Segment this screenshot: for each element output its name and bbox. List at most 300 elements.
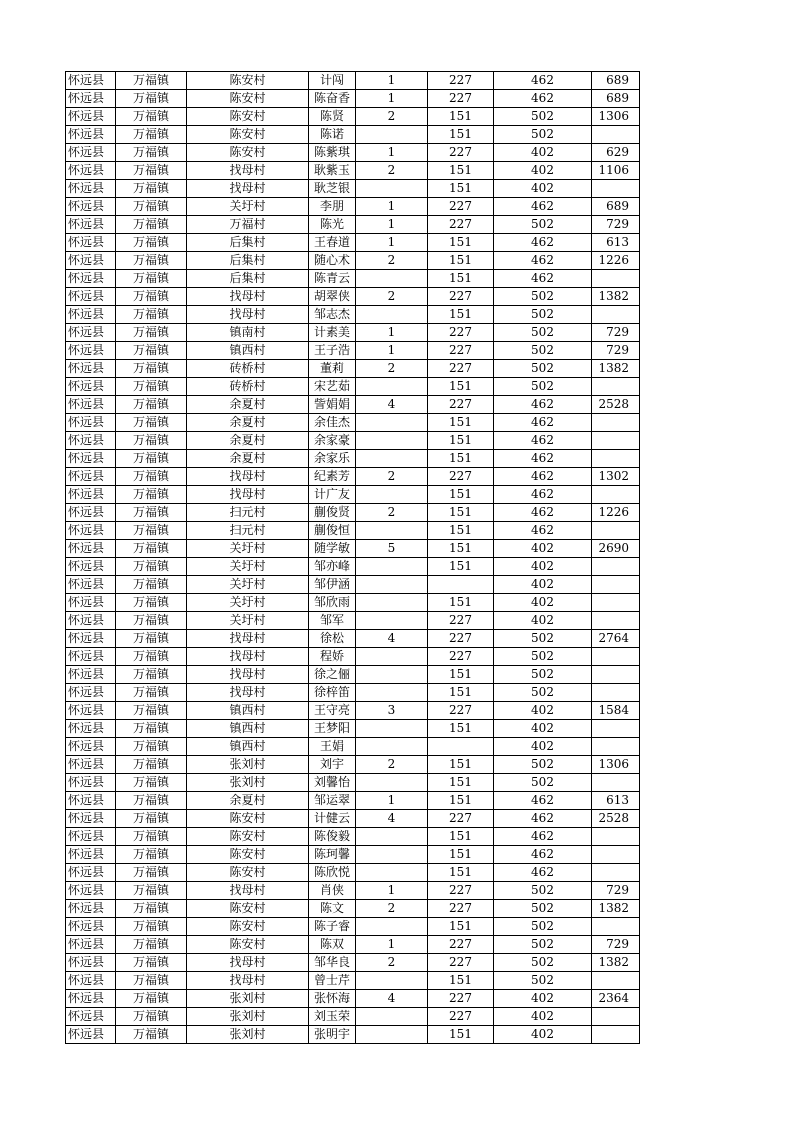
count-cell: [356, 558, 428, 576]
town-cell: 万福镇: [116, 630, 187, 648]
table-row: [66, 144, 640, 162]
town-cell: 万福镇: [116, 558, 187, 576]
v2-cell: 502: [494, 684, 592, 702]
table-row: [66, 180, 640, 198]
table-row: [66, 108, 640, 126]
village-cell: 余夏村: [187, 450, 309, 468]
v1-cell: 151: [428, 522, 494, 540]
total-cell: [592, 180, 640, 198]
county-cell: 怀远县: [66, 558, 116, 576]
village-cell: 砖桥村: [187, 378, 309, 396]
count-cell: 1: [356, 324, 428, 342]
county-cell: 怀远县: [66, 252, 116, 270]
name-cell: 随心术: [309, 252, 356, 270]
total-cell: 689: [592, 72, 640, 90]
county-cell: 怀远县: [66, 180, 116, 198]
village-cell: 陈安村: [187, 810, 309, 828]
name-cell: 刘玉荣: [309, 1008, 356, 1026]
town-cell: 万福镇: [116, 288, 187, 306]
v1-cell: 151: [428, 540, 494, 558]
v1-cell: 151: [428, 432, 494, 450]
county-cell: 怀远县: [66, 270, 116, 288]
count-cell: [356, 864, 428, 882]
count-cell: [356, 684, 428, 702]
county-cell: 怀远县: [66, 990, 116, 1008]
v1-cell: 151: [428, 306, 494, 324]
v1-cell: [428, 738, 494, 756]
count-cell: 3: [356, 702, 428, 720]
v1-cell: 151: [428, 1026, 494, 1044]
count-cell: 1: [356, 234, 428, 252]
village-cell: 找母村: [187, 486, 309, 504]
village-cell: 余夏村: [187, 396, 309, 414]
v1-cell: 151: [428, 594, 494, 612]
table-row: [66, 558, 640, 576]
table-row: [66, 252, 640, 270]
county-cell: 怀远县: [66, 594, 116, 612]
name-cell: 程娇: [309, 648, 356, 666]
count-cell: 2: [356, 900, 428, 918]
village-cell: 关圩村: [187, 558, 309, 576]
county-cell: 怀远县: [66, 72, 116, 90]
county-cell: 怀远县: [66, 756, 116, 774]
table-row: [66, 342, 640, 360]
total-cell: [592, 126, 640, 144]
county-cell: 怀远县: [66, 360, 116, 378]
total-cell: [592, 738, 640, 756]
name-cell: 计素美: [309, 324, 356, 342]
county-cell: 怀远县: [66, 918, 116, 936]
county-cell: 怀远县: [66, 702, 116, 720]
town-cell: 万福镇: [116, 702, 187, 720]
total-cell: [592, 648, 640, 666]
v2-cell: 502: [494, 630, 592, 648]
v2-cell: 462: [494, 846, 592, 864]
count-cell: [356, 846, 428, 864]
count-cell: 2: [356, 288, 428, 306]
village-cell: 找母村: [187, 468, 309, 486]
name-cell: 耿芝银: [309, 180, 356, 198]
name-cell: 纪素芳: [309, 468, 356, 486]
v2-cell: 502: [494, 900, 592, 918]
count-cell: 4: [356, 810, 428, 828]
county-cell: 怀远县: [66, 504, 116, 522]
count-cell: [356, 378, 428, 396]
name-cell: 陈珂馨: [309, 846, 356, 864]
total-cell: 1382: [592, 954, 640, 972]
village-cell: 找母村: [187, 666, 309, 684]
count-cell: 2: [356, 954, 428, 972]
town-cell: 万福镇: [116, 234, 187, 252]
count-cell: [356, 972, 428, 990]
town-cell: 万福镇: [116, 774, 187, 792]
total-cell: [592, 774, 640, 792]
v1-cell: 151: [428, 450, 494, 468]
count-cell: [356, 450, 428, 468]
table-row: [66, 882, 640, 900]
table-row: [66, 828, 640, 846]
name-cell: 陈青云: [309, 270, 356, 288]
county-cell: 怀远县: [66, 162, 116, 180]
name-cell: 陈贤: [309, 108, 356, 126]
town-cell: 万福镇: [116, 396, 187, 414]
village-cell: 张刘村: [187, 1026, 309, 1044]
total-cell: 1106: [592, 162, 640, 180]
total-cell: [592, 666, 640, 684]
table-row: [66, 396, 640, 414]
name-cell: 肖侠: [309, 882, 356, 900]
v1-cell: 227: [428, 288, 494, 306]
v1-cell: 227: [428, 630, 494, 648]
v2-cell: 462: [494, 810, 592, 828]
v1-cell: 227: [428, 144, 494, 162]
name-cell: 陈光: [309, 216, 356, 234]
county-cell: 怀远县: [66, 234, 116, 252]
county-cell: 怀远县: [66, 864, 116, 882]
table-row: [66, 990, 640, 1008]
village-cell: 找母村: [187, 162, 309, 180]
v2-cell: 402: [494, 1008, 592, 1026]
v2-cell: 502: [494, 774, 592, 792]
total-cell: 2364: [592, 990, 640, 1008]
table-row: [66, 288, 640, 306]
village-cell: 陈安村: [187, 900, 309, 918]
table-row: [66, 666, 640, 684]
total-cell: [592, 522, 640, 540]
v1-cell: 151: [428, 864, 494, 882]
count-cell: 1: [356, 792, 428, 810]
total-cell: [592, 306, 640, 324]
v2-cell: 462: [494, 72, 592, 90]
county-cell: 怀远县: [66, 342, 116, 360]
village-cell: 后集村: [187, 234, 309, 252]
county-cell: 怀远县: [66, 144, 116, 162]
v1-cell: 227: [428, 360, 494, 378]
village-cell: 关圩村: [187, 612, 309, 630]
count-cell: [356, 666, 428, 684]
town-cell: 万福镇: [116, 126, 187, 144]
table-row: [66, 162, 640, 180]
name-cell: 张怀海: [309, 990, 356, 1008]
county-cell: 怀远县: [66, 486, 116, 504]
village-cell: 张刘村: [187, 990, 309, 1008]
county-cell: 怀远县: [66, 648, 116, 666]
count-cell: 4: [356, 990, 428, 1008]
v2-cell: 402: [494, 738, 592, 756]
table-row: [66, 234, 640, 252]
count-cell: [356, 486, 428, 504]
v1-cell: 227: [428, 810, 494, 828]
table-row: [66, 936, 640, 954]
total-cell: 729: [592, 882, 640, 900]
v1-cell: 227: [428, 396, 494, 414]
total-cell: 1306: [592, 756, 640, 774]
total-cell: 689: [592, 90, 640, 108]
village-cell: 陈安村: [187, 936, 309, 954]
county-cell: 怀远县: [66, 450, 116, 468]
total-cell: [592, 594, 640, 612]
town-cell: 万福镇: [116, 270, 187, 288]
v2-cell: 402: [494, 702, 592, 720]
county-cell: 怀远县: [66, 522, 116, 540]
total-cell: [592, 720, 640, 738]
county-cell: 怀远县: [66, 720, 116, 738]
v2-cell: 502: [494, 918, 592, 936]
name-cell: 王春道: [309, 234, 356, 252]
town-cell: 万福镇: [116, 216, 187, 234]
total-cell: 729: [592, 936, 640, 954]
v2-cell: 502: [494, 972, 592, 990]
v2-cell: 502: [494, 306, 592, 324]
county-cell: 怀远县: [66, 882, 116, 900]
v2-cell: 502: [494, 378, 592, 396]
town-cell: 万福镇: [116, 828, 187, 846]
count-cell: [356, 306, 428, 324]
village-cell: 余夏村: [187, 792, 309, 810]
table-row: [66, 72, 640, 90]
village-cell: 找母村: [187, 954, 309, 972]
table-row: [66, 846, 640, 864]
v2-cell: 402: [494, 558, 592, 576]
table-row: [66, 702, 640, 720]
village-cell: 找母村: [187, 684, 309, 702]
county-cell: 怀远县: [66, 468, 116, 486]
village-cell: 镇西村: [187, 738, 309, 756]
v2-cell: 502: [494, 360, 592, 378]
total-cell: 613: [592, 792, 640, 810]
table-row: [66, 648, 640, 666]
total-cell: [592, 450, 640, 468]
total-cell: 1226: [592, 504, 640, 522]
name-cell: 计广友: [309, 486, 356, 504]
village-cell: 陈安村: [187, 918, 309, 936]
v2-cell: 462: [494, 504, 592, 522]
v2-cell: 462: [494, 270, 592, 288]
table-row: [66, 126, 640, 144]
name-cell: 张明宇: [309, 1026, 356, 1044]
county-cell: 怀远县: [66, 396, 116, 414]
v1-cell: 151: [428, 270, 494, 288]
v1-cell: 151: [428, 828, 494, 846]
town-cell: 万福镇: [116, 432, 187, 450]
count-cell: 2: [356, 252, 428, 270]
name-cell: 王守亮: [309, 702, 356, 720]
total-cell: [592, 1026, 640, 1044]
town-cell: 万福镇: [116, 324, 187, 342]
town-cell: 万福镇: [116, 162, 187, 180]
county-cell: 怀远县: [66, 954, 116, 972]
village-cell: 找母村: [187, 648, 309, 666]
total-cell: 629: [592, 144, 640, 162]
name-cell: 邹欣雨: [309, 594, 356, 612]
table-row: [66, 378, 640, 396]
table-row: [66, 792, 640, 810]
v1-cell: 151: [428, 666, 494, 684]
village-cell: 扫元村: [187, 504, 309, 522]
county-cell: 怀远县: [66, 1008, 116, 1026]
village-cell: 陈安村: [187, 144, 309, 162]
v2-cell: 462: [494, 864, 592, 882]
town-cell: 万福镇: [116, 594, 187, 612]
table-row: [66, 864, 640, 882]
name-cell: 计健云: [309, 810, 356, 828]
village-cell: 张刘村: [187, 1008, 309, 1026]
v1-cell: 227: [428, 612, 494, 630]
town-cell: 万福镇: [116, 486, 187, 504]
table-row: [66, 432, 640, 450]
total-cell: 1226: [592, 252, 640, 270]
village-cell: 找母村: [187, 180, 309, 198]
name-cell: 陈紫琪: [309, 144, 356, 162]
town-cell: 万福镇: [116, 918, 187, 936]
village-cell: 陈安村: [187, 126, 309, 144]
v1-cell: 151: [428, 918, 494, 936]
name-cell: 蒯俊贤: [309, 504, 356, 522]
v1-cell: 227: [428, 72, 494, 90]
name-cell: 陈子睿: [309, 918, 356, 936]
town-cell: 万福镇: [116, 846, 187, 864]
table-row: [66, 90, 640, 108]
village-cell: 陈安村: [187, 864, 309, 882]
v1-cell: 227: [428, 90, 494, 108]
name-cell: 耿紫玉: [309, 162, 356, 180]
v2-cell: 402: [494, 720, 592, 738]
count-cell: [356, 522, 428, 540]
v1-cell: 151: [428, 180, 494, 198]
table-row: [66, 954, 640, 972]
county-cell: 怀远县: [66, 684, 116, 702]
county-cell: 怀远县: [66, 378, 116, 396]
name-cell: 蒯俊恒: [309, 522, 356, 540]
v1-cell: 151: [428, 378, 494, 396]
county-cell: 怀远县: [66, 432, 116, 450]
village-cell: 镇西村: [187, 702, 309, 720]
name-cell: 邹亦峰: [309, 558, 356, 576]
village-cell: 找母村: [187, 630, 309, 648]
county-cell: 怀远县: [66, 414, 116, 432]
town-cell: 万福镇: [116, 666, 187, 684]
count-cell: 1: [356, 72, 428, 90]
table-row: [66, 612, 640, 630]
table-row: [66, 1026, 640, 1044]
town-cell: 万福镇: [116, 684, 187, 702]
total-cell: [592, 270, 640, 288]
table-row: [66, 198, 640, 216]
town-cell: 万福镇: [116, 792, 187, 810]
count-cell: 2: [356, 108, 428, 126]
v2-cell: 502: [494, 108, 592, 126]
county-cell: 怀远县: [66, 324, 116, 342]
table-row: [66, 504, 640, 522]
town-cell: 万福镇: [116, 198, 187, 216]
village-cell: 余夏村: [187, 414, 309, 432]
town-cell: 万福镇: [116, 252, 187, 270]
v2-cell: 402: [494, 594, 592, 612]
county-cell: 怀远县: [66, 198, 116, 216]
name-cell: 邹军: [309, 612, 356, 630]
count-cell: [356, 414, 428, 432]
v2-cell: 462: [494, 198, 592, 216]
table-row: [66, 774, 640, 792]
town-cell: 万福镇: [116, 738, 187, 756]
county-cell: 怀远县: [66, 576, 116, 594]
v1-cell: 151: [428, 486, 494, 504]
total-cell: [592, 864, 640, 882]
count-cell: 2: [356, 756, 428, 774]
v1-cell: 227: [428, 990, 494, 1008]
count-cell: 5: [356, 540, 428, 558]
table-row: [66, 540, 640, 558]
v2-cell: 502: [494, 666, 592, 684]
v1-cell: 151: [428, 108, 494, 126]
village-cell: 后集村: [187, 270, 309, 288]
v1-cell: 227: [428, 882, 494, 900]
table-row: [66, 594, 640, 612]
count-cell: 2: [356, 360, 428, 378]
county-cell: 怀远县: [66, 900, 116, 918]
v2-cell: 462: [494, 234, 592, 252]
village-cell: 找母村: [187, 882, 309, 900]
v1-cell: [428, 576, 494, 594]
table-body: [66, 72, 640, 1044]
county-cell: 怀远县: [66, 288, 116, 306]
village-cell: 后集村: [187, 252, 309, 270]
village-cell: 陈安村: [187, 846, 309, 864]
v1-cell: 151: [428, 756, 494, 774]
table-row: [66, 684, 640, 702]
name-cell: 曾士芹: [309, 972, 356, 990]
total-cell: [592, 558, 640, 576]
village-cell: 找母村: [187, 306, 309, 324]
v1-cell: 227: [428, 216, 494, 234]
town-cell: 万福镇: [116, 522, 187, 540]
county-cell: 怀远县: [66, 306, 116, 324]
county-cell: 怀远县: [66, 792, 116, 810]
total-cell: 729: [592, 342, 640, 360]
table-row: [66, 468, 640, 486]
village-cell: 陈安村: [187, 108, 309, 126]
v2-cell: 502: [494, 648, 592, 666]
name-cell: 徐梓笛: [309, 684, 356, 702]
town-cell: 万福镇: [116, 612, 187, 630]
total-cell: [592, 828, 640, 846]
total-cell: [592, 576, 640, 594]
county-cell: 怀远县: [66, 828, 116, 846]
v1-cell: 227: [428, 342, 494, 360]
county-cell: 怀远县: [66, 108, 116, 126]
town-cell: 万福镇: [116, 414, 187, 432]
table-row: [66, 522, 640, 540]
v2-cell: 502: [494, 756, 592, 774]
village-cell: 关圩村: [187, 576, 309, 594]
village-cell: 关圩村: [187, 594, 309, 612]
county-cell: 怀远县: [66, 540, 116, 558]
name-cell: 王梦阳: [309, 720, 356, 738]
total-cell: 2528: [592, 396, 640, 414]
village-cell: 镇西村: [187, 342, 309, 360]
town-cell: 万福镇: [116, 990, 187, 1008]
count-cell: [356, 918, 428, 936]
name-cell: 宋艺茹: [309, 378, 356, 396]
v2-cell: 402: [494, 162, 592, 180]
village-cell: 关圩村: [187, 540, 309, 558]
v1-cell: 227: [428, 324, 494, 342]
v1-cell: 151: [428, 720, 494, 738]
name-cell: 董莉: [309, 360, 356, 378]
count-cell: [356, 576, 428, 594]
name-cell: 徐之俪: [309, 666, 356, 684]
town-cell: 万福镇: [116, 360, 187, 378]
